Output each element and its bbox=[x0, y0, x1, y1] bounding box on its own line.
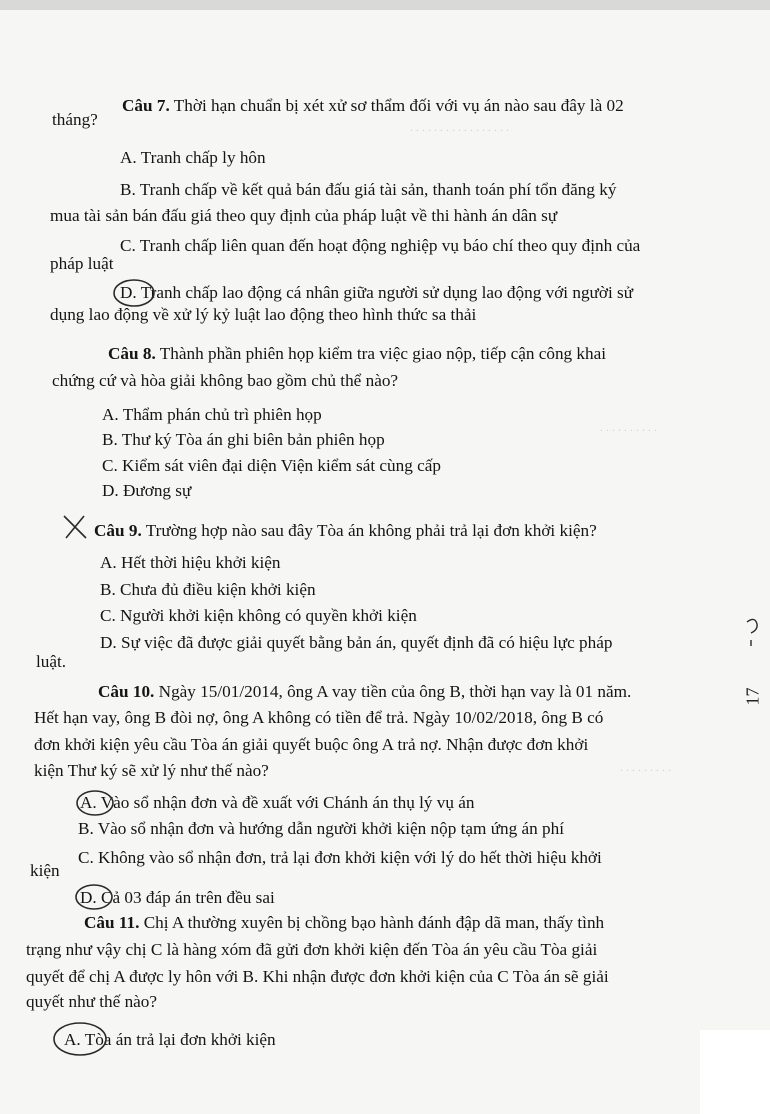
bleed-through-text: . . . . . . . . . bbox=[620, 760, 671, 774]
question-10-text-line4: kiện Thư ký sẽ xử lý như thế nào? bbox=[34, 761, 269, 780]
question-11-text-line2: trạng như vậy chị C là hàng xóm đã gửi đơn khởi kiện đến Tòa án yêu cầu Tòa giải bbox=[26, 940, 598, 959]
q9-option-d: D. Sự việc đã được giải quyết bằng bản án, quyết định đã có hiệu lực pháp bbox=[100, 633, 613, 652]
question-11-text-line3: quyết để chị A được ly hôn với B. Khi nhận được đơn khởi kiện của C Tòa án sẽ giải bbox=[26, 967, 609, 986]
q10-option-c: C. Không vào sổ nhận đơn, trả lại đơn khởi kiện với lý do hết thời hiệu khởi bbox=[78, 848, 602, 867]
question-8-text: Thành phần phiên họp kiểm tra việc giao nộp, tiếp cận công khai bbox=[159, 344, 607, 363]
q8-option-a: A. Thẩm phán chủ trì phiên họp bbox=[102, 405, 322, 424]
question-10 bbox=[98, 680, 738, 704]
q8-option-d: D. Đương sự bbox=[102, 481, 192, 500]
q8-option-b: B. Thư ký Tòa án ghi biên bản phiên họp bbox=[102, 430, 385, 449]
q10-option-a: A. Vào sổ nhận đơn và đề xuất với Chánh án thụ lý vụ án bbox=[80, 793, 475, 812]
question-8 bbox=[108, 342, 748, 366]
scan-corner-blank bbox=[700, 1030, 770, 1114]
question-11-text: Chị A thường xuyên bị chồng bạo hành đánh đập dã man, thấy tình bbox=[143, 913, 605, 932]
question-10-text-line2: Hết hạn vay, ông B đòi nợ, ông A không có tiền để trả. Ngày 10/02/2018, ông B có bbox=[34, 708, 604, 727]
q7-option-d: D. Tranh chấp lao động cá nhân giữa người sử dụng lao động với người sử bbox=[120, 283, 634, 302]
q10-option-d: D. Cả 03 đáp án trên đều sai bbox=[80, 888, 275, 907]
q7-option-b-cont: mua tài sản bán đấu giá theo quy định của pháp luật về thi hành án dân sự bbox=[50, 206, 558, 225]
question-7-text: Thời hạn chuẩn bị xét xử sơ thẩm đối với vụ án nào sau đây là 02 bbox=[173, 96, 624, 115]
bleed-through-text: . . . . . . . . . . . . . . . . . bbox=[410, 120, 509, 134]
handwritten-margin-note: 17 bbox=[742, 687, 763, 706]
q7-option-c-cont: pháp luật bbox=[50, 254, 114, 273]
question-10-text: Ngày 15/01/2014, ông A vay tiền của ông B, thời hạn vay là 01 năm. bbox=[158, 682, 632, 701]
question-7-text-cont: tháng? bbox=[52, 110, 98, 129]
q7-option-d-cont: dụng lao động về xử lý kỷ luật lao động theo hình thức sa thải bbox=[50, 305, 477, 324]
question-8-number: Câu 8. bbox=[108, 344, 156, 363]
question-8-text-cont: chứng cứ và hòa giải không bao gồm chủ thể nào? bbox=[52, 371, 399, 390]
question-11-number: Câu 11. bbox=[84, 913, 140, 932]
question-7 bbox=[122, 94, 732, 118]
question-11-text-line4: quyết như thế nào? bbox=[26, 992, 158, 1011]
q10-option-b: B. Vào sổ nhận đơn và hướng dẫn người khởi kiện nộp tạm ứng án phí bbox=[78, 819, 564, 838]
question-11 bbox=[84, 911, 724, 935]
question-9-text: Trường hợp nào sau đây Tòa án không phải trả lại đơn khởi kiện? bbox=[145, 521, 597, 540]
q9-option-b: B. Chưa đủ điều kiện khởi kiện bbox=[100, 580, 316, 599]
q7-option-c: C. Tranh chấp liên quan đến hoạt động nghiệp vụ báo chí theo quy định của bbox=[120, 236, 641, 255]
q7-option-b: B. Tranh chấp về kết quả bán đấu giá tài sản, thanh toán phí tổn đăng ký bbox=[120, 180, 617, 199]
q9-option-a: A. Hết thời hiệu khởi kiện bbox=[100, 553, 281, 572]
question-9-number: Câu 9. bbox=[94, 521, 142, 540]
question-7-number: Câu 7. bbox=[122, 96, 170, 115]
question-10-number: Câu 10. bbox=[98, 682, 155, 701]
q9-option-d-cont: luật. bbox=[36, 652, 67, 671]
question-10-text-line3: đơn khởi kiện yêu cầu Tòa án giải quyết buộc ông A trả nợ. Nhận được đơn khởi bbox=[34, 735, 589, 754]
q8-option-c: C. Kiểm sát viên đại diện Viện kiểm sát cùng cấp bbox=[102, 456, 441, 475]
q11-option-a: A. Tòa án trả lại đơn khởi kiện bbox=[64, 1030, 276, 1049]
q7-option-a: A. Tranh chấp ly hôn bbox=[120, 148, 266, 167]
q9-option-c: C. Người khởi kiện không có quyền khởi kiện bbox=[100, 606, 417, 625]
q10-option-c-cont: kiện bbox=[30, 861, 60, 880]
question-9 bbox=[94, 519, 714, 543]
bleed-through-text: . . . . . . . . . . bbox=[600, 420, 657, 434]
